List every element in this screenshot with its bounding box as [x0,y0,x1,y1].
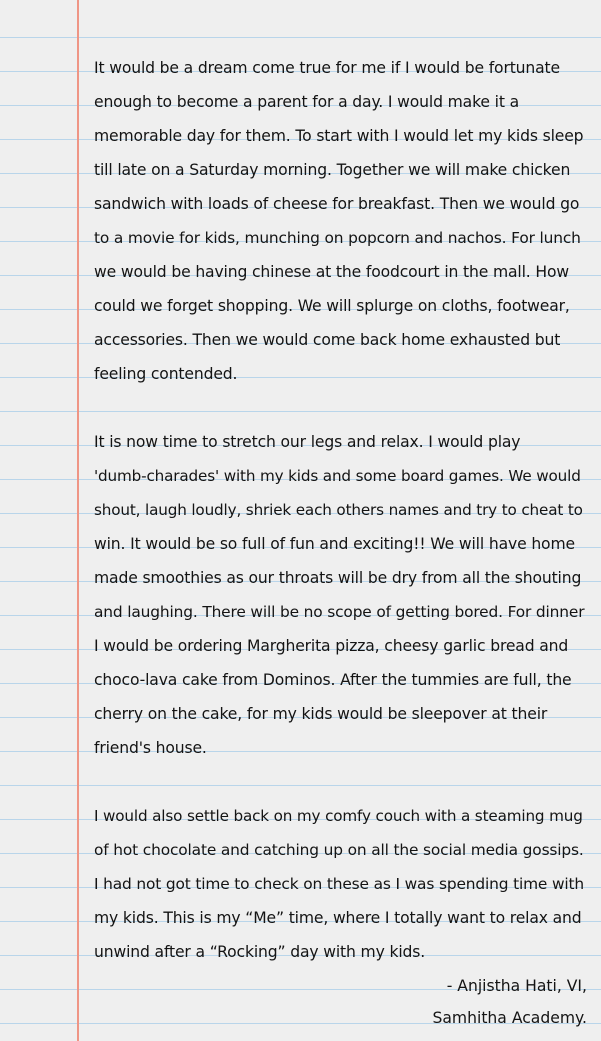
essay-line: made smoothies as our throats will be dry from all the shouting [94,569,582,587]
essay-line: friend's house. [94,739,207,757]
essay-line: choco-lava cake from Dominos. After the tummies are full, the [94,671,572,689]
blank-line [94,765,586,799]
essay-line: It is now time to stretch our legs and relax. I would play [94,433,521,451]
essay-line: of hot chocolate and catching up on all the social media gossips. [94,841,584,859]
essay-line: It would be a dream come true for me if I would be fortunate [94,59,560,77]
essay-line: could we forget shopping. We will splurge on cloths, footwear, [94,297,570,315]
essay-line: 'dumb-charades' with my kids and some board games. We would [94,467,581,485]
notebook-margin-line [77,0,79,1041]
essay-body [94,51,586,969]
author-name: - Anjistha Hati, VI, [446,977,587,995]
essay-line: I would also settle back on my comfy couch with a steaming mug [94,807,583,825]
paragraph-2 [94,425,586,765]
essay-line: I had not got time to check on these as I was spending time with [94,875,585,893]
blank-line [94,391,586,425]
essay-line: memorable day for them. To start with I would let my kids sleep [94,127,584,145]
paragraph-3 [94,799,586,969]
essay-line: and laughing. There will be no scope of getting bored. For dinner [94,603,585,621]
essay-line: we would be having chinese at the foodcourt in the mall. How [94,263,569,281]
essay-line: I would be ordering Margherita pizza, cheesy garlic bread and [94,637,569,655]
essay-line: shout, laugh loudly, shriek each others names and try to cheat to [94,501,583,519]
essay-line: win. It would be so full of fun and exciting!! We will have home [94,535,575,553]
author-school: Samhitha Academy. [432,1009,587,1027]
essay-line: till late on a Saturday morning. Together we will make chicken [94,161,571,179]
essay-line: to a movie for kids, munching on popcorn and nachos. For lunch [94,229,581,247]
essay-line: unwind after a “Rocking” day with my kids. [94,943,426,961]
essay-line: enough to become a parent for a day. I would make it a [94,93,520,111]
essay-line: sandwich with loads of cheese for breakfast. Then we would go [94,195,580,213]
paragraph-1 [94,51,586,391]
essay-line: cherry on the cake, for my kids would be sleepover at their [94,705,548,723]
essay-line: my kids. This is my “Me” time, where I totally want to relax and [94,909,582,927]
essay-line: accessories. Then we would come back home exhausted but [94,331,561,349]
essay-line: feeling contended. [94,365,238,383]
